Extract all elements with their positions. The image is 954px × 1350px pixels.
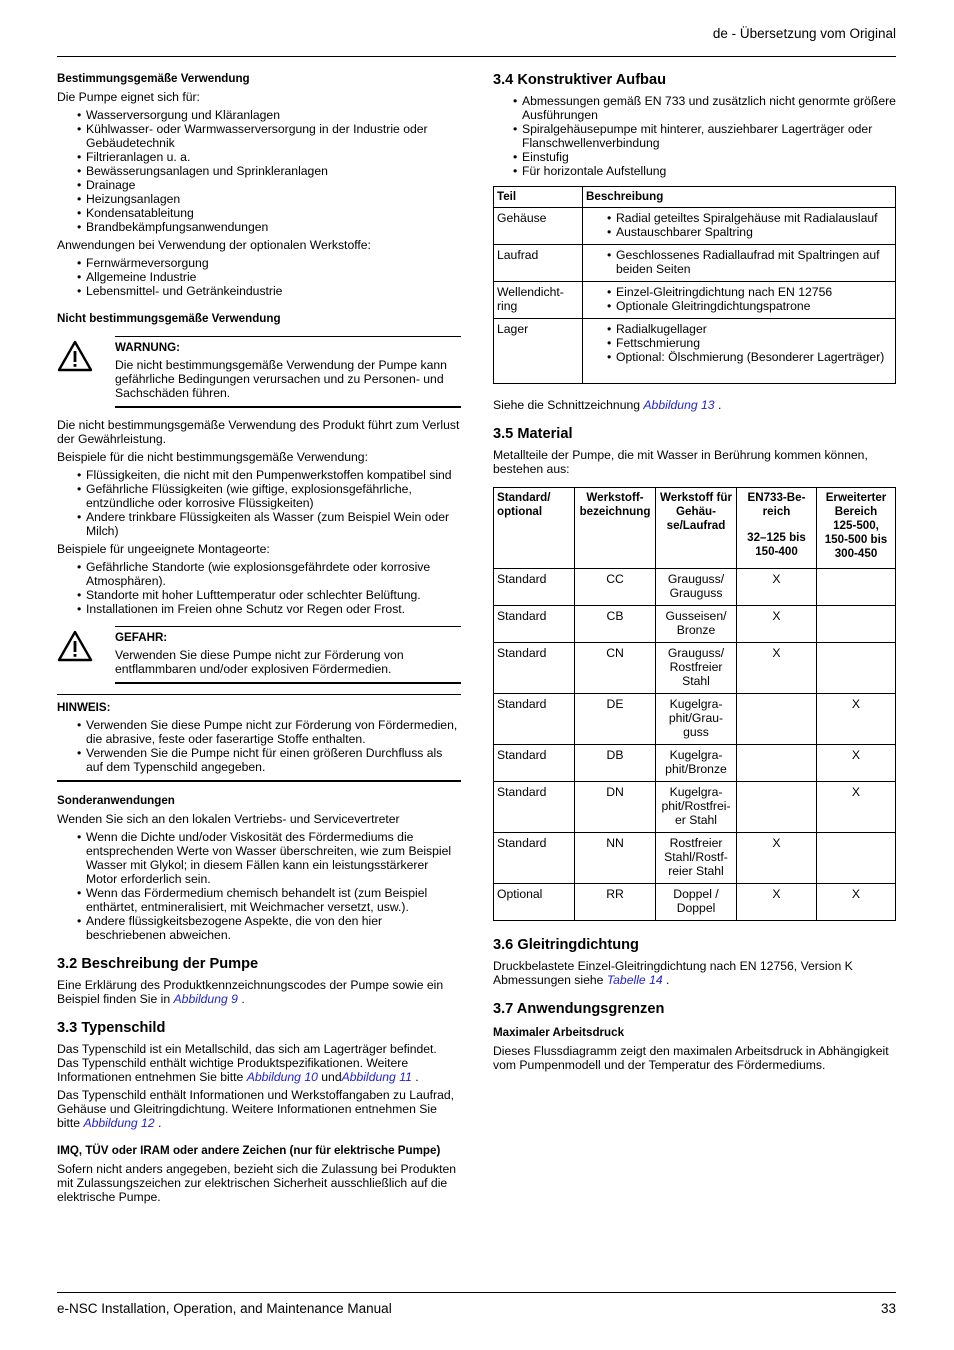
notice-bottom-rule — [115, 682, 461, 684]
table-cell — [583, 208, 896, 245]
table-cell: CC — [575, 569, 656, 606]
table-cell: Standard — [494, 694, 575, 745]
list-item: • Lebensmittel- und Getränkeindustrie — [86, 284, 461, 298]
s33-p2-text: Das Typenschild enthält Informationen und Werkstoffangaben zu Laufrad, Gehäuse und Gleitringdichtung. Weitere Informationen entnehmen Sie bitte — [57, 1088, 455, 1130]
note-box — [57, 694, 461, 774]
table-cell: CN — [575, 643, 656, 694]
figure-13-link[interactable]: Abbildung 13 — [643, 398, 715, 412]
list-item: • Spiralgehäusepumpe mit hinterer, ausziehbarer Lagerträger oder Flanschwellenverbindung — [522, 122, 896, 150]
list-item: • Bewässerungsanlagen und Sprinkleranlagen — [86, 164, 461, 178]
material-table — [493, 487, 896, 921]
table-row — [494, 884, 896, 921]
table-row — [494, 694, 896, 745]
figure-9-link[interactable]: Abbildung 9 — [173, 992, 238, 1006]
list-item: • Kühlwasser- oder Warmwasserversorgung in der Industrie oder Gebäudetechnik — [86, 122, 461, 150]
table-cell: CB — [575, 606, 656, 643]
see-text: Siehe die Schnittzeichnung — [493, 398, 641, 412]
table-cell: Grauguss/ Grauguss — [656, 569, 737, 606]
table-row — [494, 569, 896, 606]
s33-end2: . — [154, 1116, 162, 1130]
warning-triangle-icon — [57, 340, 93, 372]
s33-p1-text: Das Typenschild ist ein Metallschild, das sich am Lagerträger befindet. Das Typenschild enthält wichtige Produktspezifikationen. Weitere Informationen entnehmen Sie bitte — [57, 1042, 437, 1084]
table-cell: Lager — [494, 319, 583, 384]
list-item: • Allgemeine Industrie — [86, 270, 461, 284]
table-cell: X — [737, 569, 817, 606]
notice-bottom-rule — [115, 406, 461, 408]
table-row — [494, 643, 896, 694]
table-row — [494, 282, 896, 319]
special-intro: Wenden Sie sich an den lokalen Vertriebs- und Servicevertreter — [57, 812, 400, 826]
table-cell — [737, 782, 817, 833]
table-cell: X — [817, 694, 896, 745]
special-list — [57, 830, 461, 942]
list-item: • Andere flüssigkeitsbezogene Aspekte, die von den hier beschriebenen abweichen. — [86, 914, 461, 942]
see-end: . — [714, 398, 722, 412]
s32-end: . — [237, 992, 245, 1006]
table-cell: X — [737, 833, 817, 884]
table-cell — [737, 745, 817, 782]
table-row — [494, 319, 896, 384]
table-cell: DN — [575, 782, 656, 833]
list-item: • Installationen im Freien ohne Schutz vor Regen oder Frost. — [86, 602, 461, 616]
list-item: • Standorte mit hoher Lufttemperatur oder schlechter Belüftung. — [86, 588, 461, 602]
misuse-heading: Nicht bestimmungsgemäße Verwendung — [57, 312, 281, 325]
table-row — [494, 833, 896, 884]
section-3-2-heading: 3.2 Beschreibung der Pumpe — [57, 956, 259, 972]
table-cell — [817, 833, 896, 884]
section-3-3-p1 — [57, 1042, 461, 1084]
warning-title: WARNUNG: — [115, 341, 181, 354]
page-header: de - Übersetzung vom Original — [712, 26, 896, 41]
list-item: • Wenn die Dichte und/oder Viskosität des Fördermediums die entsprechenden Werte von Wasser überschreiten, wie zum Beispiel Wasser mit Glykol; in diesem Fällen kann ein leistungsstärkerer Motor erforderlich sein. — [86, 830, 461, 886]
table-header: Standard/ optional — [494, 488, 575, 569]
note-title: HINWEIS: — [57, 701, 111, 714]
list-item: • Fettschmierung — [616, 336, 892, 350]
s36-text: Druckbelastete Einzel-Gleitringdichtung nach EN 12756, Version K Abmessungen siehe — [493, 959, 853, 987]
table-cell: DE — [575, 694, 656, 745]
table-cell — [583, 282, 896, 319]
table-cell: X — [817, 884, 896, 921]
imq-text: Sofern nicht anders angegeben, bezieht sich die Zulassung bei Produkten mit Zulassungszeichen zur elektrischen Sicherheit ausschließlich auf die elektrische Pumpe. — [57, 1162, 457, 1204]
footer-title: e-NSC Installation, Operation, and Maintenance Manual — [57, 1301, 392, 1316]
danger-notice — [57, 626, 461, 684]
list-item: • Brandbekämpfungsanwendungen — [86, 220, 461, 234]
table-cell — [583, 319, 896, 384]
section-3-3-heading: 3.3 Typenschild — [57, 1020, 166, 1036]
danger-title: GEFAHR: — [115, 631, 168, 644]
table-cell: RR — [575, 884, 656, 921]
imq-heading: IMQ, TÜV oder IRAM oder andere Zeichen (nur für elektrische Pumpe) — [57, 1144, 441, 1157]
section-3-7-heading: 3.7 Anwendungsgrenzen — [493, 1001, 665, 1017]
list-item: • Heizungsanlagen — [86, 192, 461, 206]
list-item: • Radialkugellager — [616, 322, 892, 336]
table-cell: X — [737, 643, 817, 694]
table-cell: Gusseisen/ Bronze — [656, 606, 737, 643]
table-header — [737, 488, 817, 569]
section-3-3-p2 — [57, 1088, 461, 1130]
table-cell — [817, 643, 896, 694]
warning-notice — [57, 336, 461, 408]
list-item: • Drainage — [86, 178, 461, 192]
table-cell: Laufrad — [494, 245, 583, 282]
special-heading: Sonderanwendungen — [57, 794, 175, 807]
figure-11-link[interactable]: Abbildung 11 — [341, 1070, 412, 1084]
optional-list — [57, 256, 461, 298]
optional-intro: Anwendungen bei Verwendung der optionalen Werkstoffe: — [57, 238, 371, 252]
table-header-row — [494, 488, 896, 569]
list-item: • Geschlossenes Radiallaufrad mit Spaltringen auf beiden Seiten — [616, 248, 892, 276]
en733-label: EN733-Bereich — [747, 491, 806, 518]
location-list — [57, 560, 461, 616]
section-3-5-heading: 3.5 Material — [493, 426, 573, 442]
table-header-row — [494, 187, 896, 208]
table-cell — [817, 606, 896, 643]
misuse-p2: Beispiele für die nicht bestimmungsgemäße Verwendung: — [57, 450, 368, 464]
s33-mid: und — [317, 1070, 342, 1084]
table-cell: DB — [575, 745, 656, 782]
table-cell: Standard — [494, 569, 575, 606]
table-cell: Standard — [494, 606, 575, 643]
list-item: • Für horizontale Aufstellung — [522, 164, 896, 178]
list-item: • Gefährliche Flüssigkeiten (wie giftige, explosionsgefährliche, entzündliche oder korrosive Flüssigkeiten) — [86, 482, 461, 510]
table-cell: NN — [575, 833, 656, 884]
header-rule — [57, 56, 896, 57]
table-cell — [737, 694, 817, 745]
table-row — [494, 245, 896, 282]
footer-rule — [57, 1292, 896, 1293]
construction-list — [493, 94, 896, 178]
table-cell: Optional — [494, 884, 575, 921]
table-cell: X — [737, 884, 817, 921]
table-cell: Kugelgraphit/Bronze — [656, 745, 737, 782]
page-footer — [57, 1302, 896, 1316]
table-cell: Standard — [494, 782, 575, 833]
page-number: 33 — [880, 1301, 896, 1316]
list-item: • Austauschbarer Spaltring — [616, 225, 892, 239]
section-3-6-text — [493, 959, 896, 987]
list-item: • Einzel-Gleitringdichtung nach EN 12756 — [616, 285, 892, 299]
material-intro: Metallteile der Pumpe, die mit Wasser in Berührung kommen können, bestehen aus: — [493, 448, 868, 476]
list-item: • Filtrieranlagen u. a. — [86, 150, 461, 164]
misuse-p3: Beispiele für ungeeignete Montageorte: — [57, 542, 270, 556]
left-column — [57, 72, 461, 1208]
list-item: • Flüssigkeiten, die nicht mit den Pumpenwerkstoffen kompatibel sind — [86, 468, 461, 482]
list-item: • Wasserversorgung und Kläranlagen — [86, 108, 461, 122]
table-cell: Kugelgraphit/Rostfreier Stahl — [656, 782, 737, 833]
s32-text: Eine Erklärung des Produktkennzeichnungscodes der Pumpe sowie ein Beispiel finden Sie in — [57, 978, 444, 1006]
table-cell: Gehäuse — [494, 208, 583, 245]
table-row — [494, 208, 896, 245]
misuse-list — [57, 468, 461, 538]
list-item: • Einstufig — [522, 150, 896, 164]
s36-end: . — [662, 973, 670, 987]
section-3-2-text — [57, 978, 461, 1006]
table-header: Teil — [494, 187, 583, 208]
table-header — [817, 488, 896, 569]
misuse-p1: Die nicht bestimmungsgemäße Verwendung des Produkt führt zum Verlust der Gewährleistung. — [57, 418, 460, 446]
list-item: • Optionale Gleitringdichtungspatrone — [616, 299, 892, 313]
table-cell: X — [817, 782, 896, 833]
extended-range: 125-500, 150-500 bis 300-450 — [824, 519, 888, 560]
construction-table — [493, 186, 896, 384]
table-cell: Standard — [494, 833, 575, 884]
note-list — [57, 718, 461, 774]
table-cell — [583, 245, 896, 282]
table-cell: Doppel / Doppel — [656, 884, 737, 921]
section-3-4-heading: 3.4 Konstruktiver Aufbau — [493, 72, 666, 88]
intended-use-heading: Bestimmungsgemäße Verwendung — [57, 72, 250, 85]
table-cell: Standard — [494, 745, 575, 782]
list-item: • Kondensatableitung — [86, 206, 461, 220]
max-pressure-text: Dieses Flussdiagramm zeigt den maximalen Arbeitsdruck in Abhängigkeit vom Pumpenmodell und der Temperatur des Fördermediums. — [493, 1044, 889, 1072]
list-item: • Verwenden Sie die Pumpe nicht für einen größeren Durchfluss als auf dem Typenschild angegeben. — [86, 746, 461, 774]
en733-range: 32–125 bis 150-400 — [747, 531, 806, 558]
list-item: • Fernwärmeversorgung — [86, 256, 461, 270]
table-cell: Wellendichtring — [494, 282, 583, 319]
table-cell: Standard — [494, 643, 575, 694]
max-pressure-heading: Maximaler Arbeitsdruck — [493, 1026, 625, 1039]
table-header: Beschreibung — [583, 187, 896, 208]
list-item: • Abmessungen gemäß EN 733 und zusätzlich nicht genormte größere Ausführungen — [522, 94, 896, 122]
note-bottom-rule — [57, 780, 461, 782]
danger-triangle-icon — [57, 630, 93, 662]
danger-text: Verwenden Sie diese Pumpe nicht zur Förderung von entflammbaren und/oder explosiven Fördermedien. — [115, 648, 404, 676]
table-cell: Rostfreier Stahl/Rostfreier Stahl — [656, 833, 737, 884]
list-item: • Optional: Ölschmierung (Besonderer Lagerträger) — [616, 350, 892, 364]
list-item: • Verwenden Sie diese Pumpe nicht zur Förderung von Fördermedien, die abrasive, feste oder faserartige Stoffe enthalten. — [86, 718, 461, 746]
section-view-ref — [493, 398, 896, 412]
table-header: Werkstoffbezeichnung — [575, 488, 656, 569]
table-cell: Grauguss/ Rostfreier Stahl — [656, 643, 737, 694]
table-row — [494, 606, 896, 643]
list-item: • Wenn das Fördermedium chemisch behandelt ist (zum Beispiel enthärtet, entmineralisiert, mit Weichmacher versetzt, usw.). — [86, 886, 461, 914]
table-cell: Kugelgraphit/Grauguss — [656, 694, 737, 745]
s33-end1: . — [411, 1070, 419, 1084]
warning-text: Die nicht bestimmungsgemäße Verwendung der Pumpe kann gefährliche Bedingungen verursachen und zu Personen- und Sachschäden führen. — [115, 358, 447, 400]
table-cell: X — [817, 745, 896, 782]
list-item: • Andere trinkbare Flüssigkeiten als Wasser (zum Beispiel Wein oder Milch) — [86, 510, 461, 538]
figure-10-link[interactable]: Abbildung 10 — [246, 1070, 318, 1084]
list-item: • Gefährliche Standorte (wie explosionsgefährdete oder korrosive Atmosphären). — [86, 560, 461, 588]
table-cell: X — [737, 606, 817, 643]
list-item: • Radial geteiltes Spiralgehäuse mit Radialauslauf — [616, 211, 892, 225]
table-header: Werkstoff für Gehäuse/Laufrad — [656, 488, 737, 569]
intended-use-list — [57, 108, 461, 234]
extended-label: Erweiterter Bereich — [825, 491, 887, 518]
figure-12-link[interactable]: Abbildung 12 — [83, 1116, 155, 1130]
table-row — [494, 745, 896, 782]
section-3-6-heading: 3.6 Gleitringdichtung — [493, 937, 639, 953]
table-row — [494, 782, 896, 833]
table-cell — [817, 569, 896, 606]
intended-use-intro: Die Pumpe eignet sich für: — [57, 90, 200, 104]
right-column — [493, 72, 896, 1076]
table-14-link[interactable]: Tabelle 14 — [606, 973, 663, 987]
